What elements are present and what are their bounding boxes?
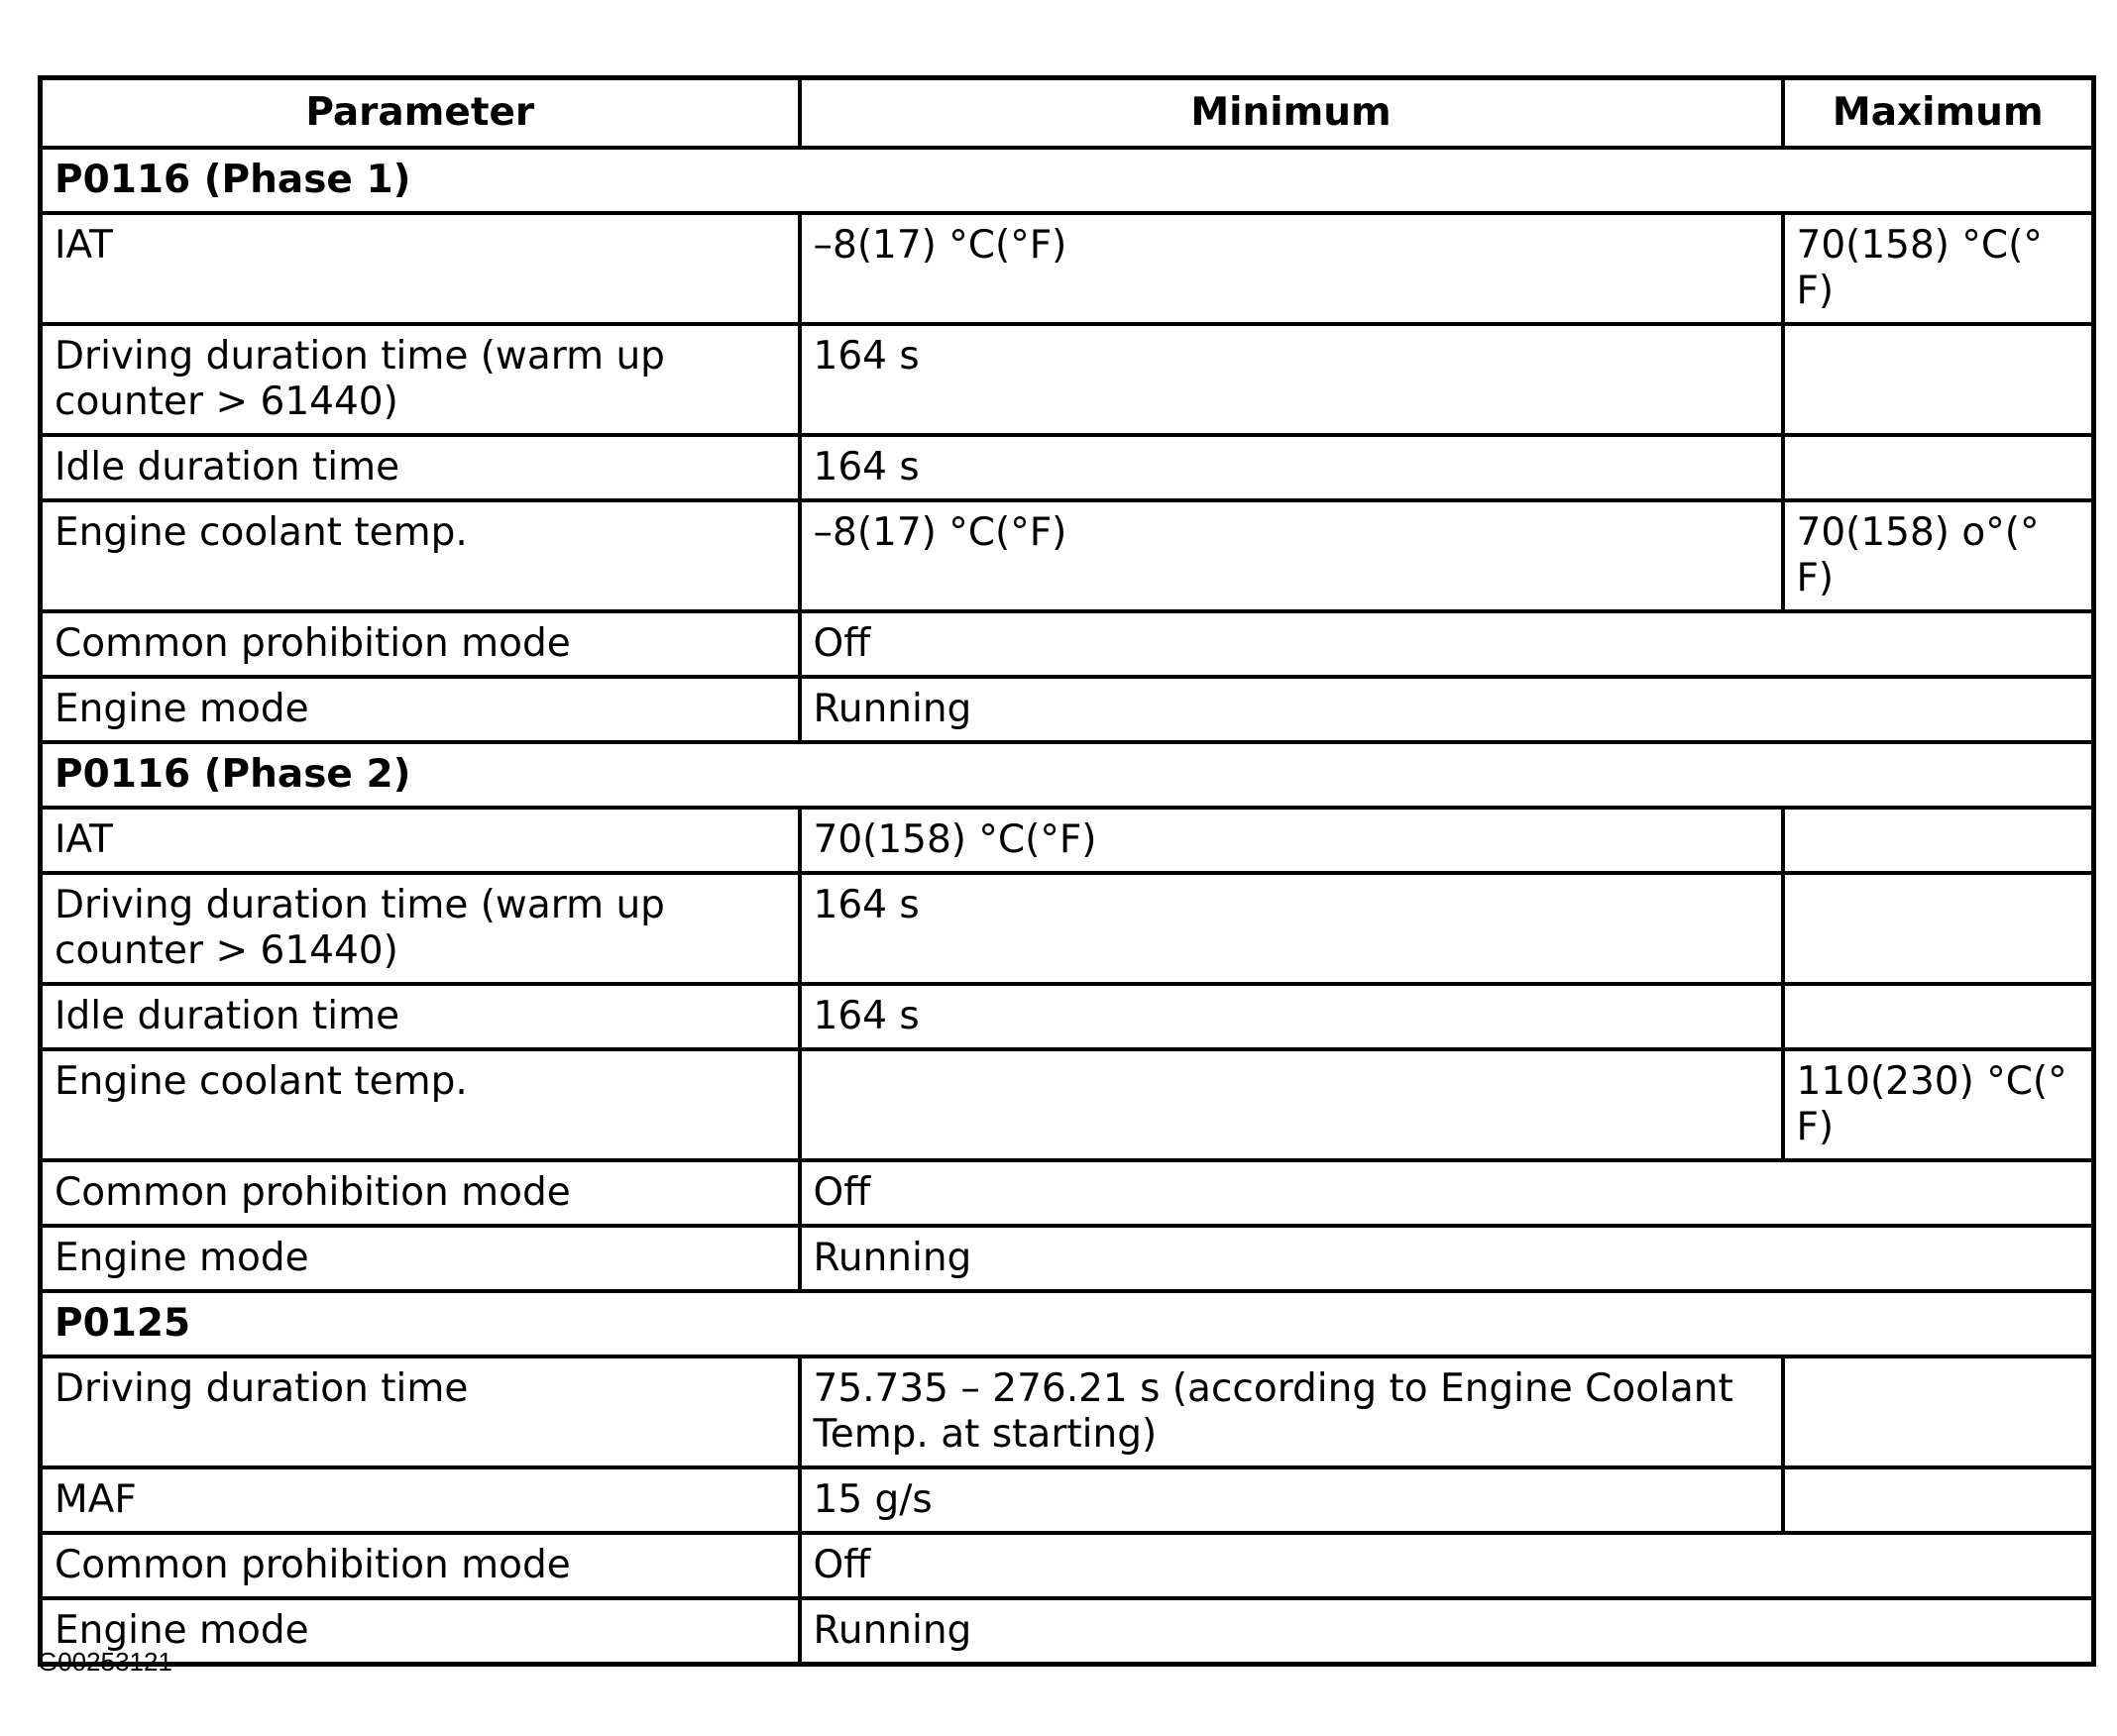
section-title: P0125 (41, 1291, 2094, 1356)
minimum-cell: 164 s (800, 984, 1783, 1049)
minimum-cell (800, 1049, 1783, 1160)
minimum-cell: 15 g/s (800, 1467, 1783, 1533)
minimum-cell: –8(17) °C(°F) (800, 500, 1783, 611)
parameter-cell: Engine coolant temp. (41, 1049, 800, 1160)
minimum-cell: 164 s (800, 435, 1783, 500)
conditions-table (38, 75, 2096, 1667)
table-row (41, 500, 2094, 611)
parameter-cell: Idle duration time (41, 984, 800, 1049)
value-cell: Running (800, 1226, 2094, 1291)
maximum-cell: 70(158) o°(° F) (1783, 500, 2094, 611)
table-row (41, 873, 2094, 984)
section-row (41, 148, 2094, 213)
section-title: P0116 (Phase 1) (41, 148, 2094, 213)
parameter-cell: MAF (41, 1467, 800, 1533)
minimum-cell: –8(17) °C(°F) (800, 213, 1783, 324)
maximum-cell (1783, 435, 2094, 500)
parameter-cell: Driving duration time (warm up counter > 61440) (41, 324, 800, 435)
parameter-cell: Engine coolant temp. (41, 500, 800, 611)
parameter-cell: Idle duration time (41, 435, 800, 500)
parameter-cell: Engine mode (41, 1598, 800, 1665)
parameter-cell: IAT (41, 808, 800, 873)
value-cell: Off (800, 611, 2094, 677)
table-row (41, 677, 2094, 742)
value-cell: Running (800, 677, 2094, 742)
table-row (41, 213, 2094, 324)
value-cell: Off (800, 1160, 2094, 1226)
table-row (41, 1226, 2094, 1291)
maximum-cell: 110(230) °C(° F) (1783, 1049, 2094, 1160)
value-cell: Off (800, 1533, 2094, 1598)
parameter-cell: Common prohibition mode (41, 1160, 800, 1226)
maximum-cell (1783, 873, 2094, 984)
table-row (41, 435, 2094, 500)
header-parameter: Parameter (41, 78, 800, 149)
table-row (41, 1356, 2094, 1467)
table-row (41, 611, 2094, 677)
header-maximum: Maximum (1783, 78, 2094, 149)
parameter-cell: Engine mode (41, 677, 800, 742)
parameter-cell: Common prohibition mode (41, 611, 800, 677)
maximum-cell (1783, 1356, 2094, 1467)
table-row (41, 1598, 2094, 1665)
table-row (41, 1049, 2094, 1160)
table-row (41, 1533, 2094, 1598)
parameter-cell: Driving duration time (41, 1356, 800, 1467)
section-row (41, 1291, 2094, 1356)
header-minimum: Minimum (800, 78, 1783, 149)
maximum-cell (1783, 984, 2094, 1049)
maximum-cell (1783, 324, 2094, 435)
table-row (41, 324, 2094, 435)
section-title: P0116 (Phase 2) (41, 742, 2094, 808)
section-row (41, 742, 2094, 808)
table-row (41, 1160, 2094, 1226)
parameter-cell: IAT (41, 213, 800, 324)
table-row (41, 984, 2094, 1049)
minimum-cell: 164 s (800, 324, 1783, 435)
parameter-cell: Common prohibition mode (41, 1533, 800, 1598)
minimum-cell: 75.735 – 276.21 s (according to Engine Coolant Temp. at starting) (800, 1356, 1783, 1467)
table-row (41, 1467, 2094, 1533)
minimum-cell: 70(158) °C(°F) (800, 808, 1783, 873)
maximum-cell (1783, 1467, 2094, 1533)
parameter-cell: Engine mode (41, 1226, 800, 1291)
maximum-cell (1783, 808, 2094, 873)
maximum-cell: 70(158) °C(° F) (1783, 213, 2094, 324)
parameter-cell: Driving duration time (warm up counter > 61440) (41, 873, 800, 984)
minimum-cell: 164 s (800, 873, 1783, 984)
table-row (41, 808, 2094, 873)
figure-id: G00253121 (38, 1647, 172, 1677)
header-row (41, 78, 2094, 149)
value-cell: Running (800, 1598, 2094, 1665)
